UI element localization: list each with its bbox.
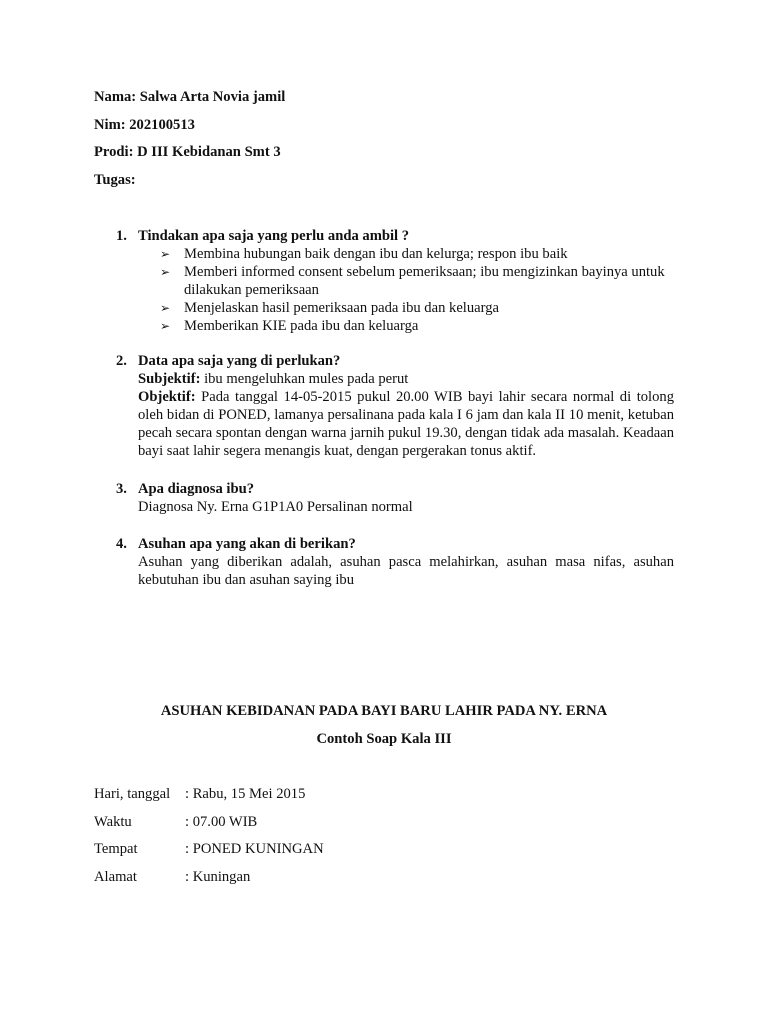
- section-subtitle: Contoh Soap Kala III: [316, 731, 452, 747]
- info-label: Tempat: [94, 841, 138, 857]
- info-label: Hari, tanggal: [94, 786, 171, 802]
- objective-text: Pada tanggal 14-05-2015 pukul 20.00 WIB bayi lahir secara normal di tolong oleh bidan di PONED, lamanya persalinana pada kala I 6 jam dan kala II 10 menit, ketuban pecah secara spontan dengan warna jarnih pukul 19.30, dengan tidak ada masalah. Keadaan bayi saat lahir segera menangis kuat, dengan pergerakan tonus aktif.: [138, 389, 674, 459]
- question-number: 3.: [116, 481, 127, 497]
- question-title: Data apa saja yang di perlukan?: [138, 353, 341, 369]
- subjective-text: ibu mengeluhkan mules pada perut: [200, 371, 409, 387]
- question-number: 2.: [116, 353, 127, 369]
- list-item: ➢ Memberi informed consent sebelum pemeriksaan; ibu mengizinkan bayinya untuk dilakukan pemeriksaan: [160, 264, 665, 298]
- list-item: ➢ Membina hubungan baik dengan ibu dan kelurga; respon ibu baik: [160, 246, 568, 262]
- objective-label: Objektif:: [138, 389, 196, 405]
- info-label: Waktu: [94, 814, 132, 830]
- subjective-paragraph: [138, 370, 674, 388]
- list-item: ➢ Memberikan KIE pada ibu dan keluarga: [160, 318, 419, 334]
- arrow-bullet-icon: ➢: [160, 247, 171, 261]
- question-number: 1.: [116, 228, 127, 244]
- info-value: : Kuningan: [185, 869, 251, 885]
- student-prodi: Prodi: D III Kebidanan Smt 3: [94, 144, 281, 160]
- objective-paragraph: [138, 388, 674, 460]
- answer-body: [138, 370, 674, 460]
- arrow-bullet-icon: ➢: [160, 265, 171, 279]
- question-title: Apa diagnosa ibu?: [138, 481, 254, 497]
- task-label: Tugas:: [94, 172, 136, 188]
- answer-bullet-list: [160, 245, 680, 335]
- question-number: 4.: [116, 536, 127, 552]
- list-item: ➢ Menjelaskan hasil pemeriksaan pada ibu dan keluarga: [160, 300, 500, 316]
- section-title: ASUHAN KEBIDANAN PADA BAYI BARU LAHIR PADA NY. ERNA: [160, 703, 608, 719]
- question-title: Tindakan apa saja yang perlu anda ambil ?: [138, 228, 410, 244]
- arrow-bullet-icon: ➢: [160, 319, 171, 333]
- info-value: : 07.00 WIB: [185, 814, 258, 830]
- info-value: : Rabu, 15 Mei 2015: [185, 786, 306, 802]
- arrow-bullet-icon: ➢: [160, 301, 171, 315]
- info-label: Alamat: [94, 869, 137, 885]
- answer-body: Diagnosa Ny. Erna G1P1A0 Persalinan normal: [138, 499, 413, 515]
- subjective-label: Subjektif:: [138, 371, 201, 387]
- answer-body: Asuhan yang diberikan adalah, asuhan pasca melahirkan, asuhan masa nifas, asuhan kebutuhan ibu dan asuhan saying ibu: [138, 554, 674, 588]
- info-value: : PONED KUNINGAN: [185, 841, 324, 857]
- student-nim: Nim: 202100513: [94, 117, 195, 133]
- student-name: Nama: Salwa Arta Novia jamil: [94, 89, 286, 105]
- question-title: Asuhan apa yang akan di berikan?: [138, 536, 356, 552]
